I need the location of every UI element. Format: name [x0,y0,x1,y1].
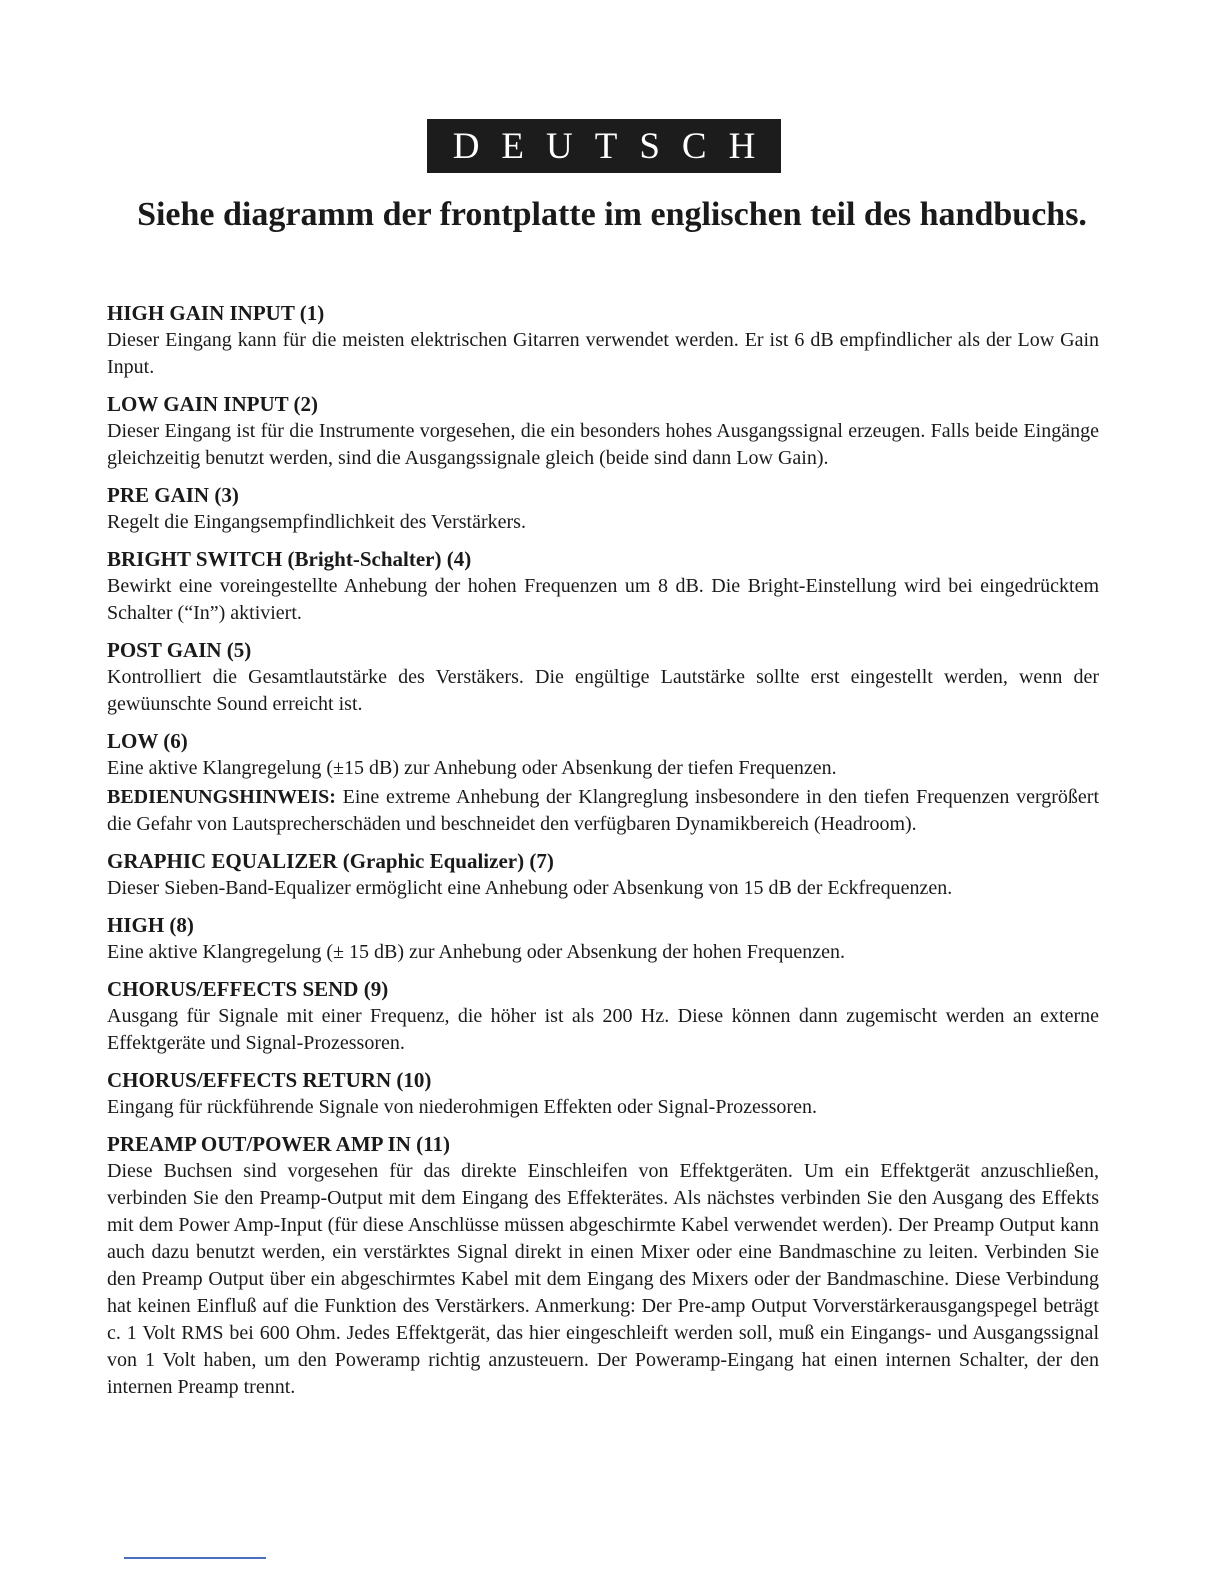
operating-note-label: BEDIENUNGSHINWEIS: [107,786,336,808]
section-body: Dieser Eingang kann für die meisten elektrischen Gitarren verwendet werden. Er ist 6 dB empfindlicher als der Low Gain Input. [107,329,1099,378]
section-pre-gain [107,482,1099,536]
section-heading: CHORUS/EFFECTS RETURN (10) [107,1068,432,1092]
section-body: Eine aktive Klangregelung (±15 dB) zur Anhebung oder Absenkung der tiefen Frequenzen. [107,757,837,779]
section-body: Kontrolliert die Gesamtlautstärke des Verstäkers. Die engültige Lautstärke sollte erst eingestellt werden, wenn der gewüunschte Sound erreicht ist. [107,666,1099,715]
section-heading: POST GAIN (5) [107,638,252,662]
section-heading: CHORUS/EFFECTS SEND (9) [107,977,389,1001]
operating-note-text: Eine extreme Anhebung der Klangreglung insbesondere in den tiefen Frequenzen vergrößert die Gefahr von Lautsprecherschäden und beschneidet den verfügbaren Dynamikbereich (Headroom). [107,786,1099,835]
section-post-gain [107,637,1099,718]
language-banner: DEUTSCH [427,119,781,173]
section-chorus-effects-send [107,976,1099,1057]
section-heading: HIGH (8) [107,913,194,937]
section-heading: PREAMP OUT/POWER AMP IN (11) [107,1132,450,1156]
section-preamp-out-power-amp-in [107,1131,1099,1401]
section-heading: GRAPHIC EQUALIZER (Graphic Equalizer) (7) [107,849,554,873]
section-high [107,912,1099,966]
section-chorus-effects-return [107,1067,1099,1121]
section-heading: HIGH GAIN INPUT (1) [107,301,325,325]
section-body: Eine aktive Klangregelung (± 15 dB) zur Anhebung oder Absenkung der hohen Frequenzen. [107,941,845,963]
section-body: Ausgang für Signale mit einer Frequenz, die höher ist als 200 Hz. Diese können dann zugemischt werden an externe Effektgeräte und Signal-Prozessoren. [107,1005,1099,1054]
section-body: Bewirkt eine voreingestellte Anhebung der hohen Frequenzen um 8 dB. Die Bright-Einstellung wird bei eingedrücktem Schalter (“In”) aktiviert. [107,575,1099,624]
section-heading: LOW (6) [107,729,188,753]
section-body: Regelt die Eingangsempfindlichkeit des Verstärkers. [107,511,526,533]
page-subtitle: Siehe diagramm der frontplatte im englischen teil des handbuchs. [137,196,1087,233]
section-body: Dieser Sieben-Band-Equalizer ermöglicht eine Anhebung oder Absenkung von 15 dB der Eckfrequenzen. [107,877,953,899]
section-heading: BRIGHT SWITCH (Bright-Schalter) (4) [107,547,472,571]
section-body: Dieser Eingang ist für die Instrumente vorgesehen, die ein besonders hohes Ausgangssignal erzeugen. Falls beide Eingänge gleichzeitig benutzt werden, sind die Ausgangssignale gleich (beide sind dann Low Gain). [107,420,1099,469]
section-bright-switch [107,546,1099,627]
section-body: Diese Buchsen sind vorgesehen für das direkte Einschleifen von Effektgeräten. Um ein Effektgerät anzuschließen, verbinden Sie den Preamp-Output mit dem Eingang des Effekterätes. Als nächstes verbinden Sie den Ausgang des Effekts mit dem Power Amp-Input (für diese Anschlüsse müssen abgeschirmte Kabel verwendet werden). Der Preamp Output kann auch dazu benutzt werden, ein verstärktes Signal direkt in einen Mixer oder eine Bandmaschine zu leiten. Verbinden Sie den Preamp Output über ein abgeschirmtes Kabel mit dem Eingang des Mixers oder der Bandmaschine. Diese Verbindung hat keinen Einfluß auf die Funktion des Verstärkers. Anmerkung: Der Pre-amp Output Vorverstärkerausgangspegel beträgt c. 1 Volt RMS bei 600 Ohm. Jedes Effektgerät, das hier eingeschleift werden soll, muß ein Eingangs- und Ausgangssignal von 1 Volt haben, um den Poweramp richtig anzusteuern. Der Poweramp-Eingang hat einen internen Schalter, der den internen Preamp trennt. [107,1160,1099,1398]
section-low-gain-input [107,391,1099,472]
section-body: Eingang für rückführende Signale von niederohmigen Effekten oder Signal-Prozessoren. [107,1096,817,1118]
section-low [107,728,1099,838]
section-heading: LOW GAIN INPUT (2) [107,392,318,416]
operating-note [107,784,1099,838]
section-high-gain-input [107,300,1099,381]
section-heading: PRE GAIN (3) [107,483,239,507]
section-graphic-equalizer [107,848,1099,902]
footer-divider [124,1557,266,1559]
section-list [107,300,1099,1411]
